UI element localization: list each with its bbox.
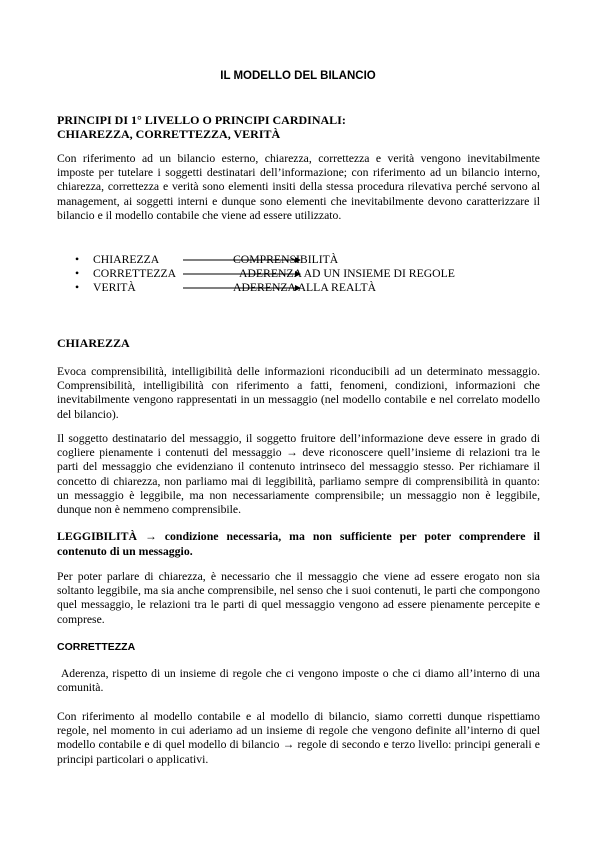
chiarezza-paragraph-1: Evoca comprensibilità, intelligibilità delle informazioni riconducibili ad un determinato messaggio. Comprensibilità, intelligibilità con riferimento a fatti, fenomeni, condizioni, informazioni che inevitabilmente vengono rappresentati in un messaggio (nel modello contabile e nel correlato modello del bilancio).: [57, 365, 540, 421]
intro-paragraph: Con riferimento ad un bilancio esterno, chiarezza, correttezza e verità vengono inevitabilmente imposte per tutelare i soggetti destinatari dell’informazione; con riferimento ad un bilancio interno, chiarezza, correttezza e verità sono elementi insiti della stessa procedura rilevativa perché servono al management, ai soggetti interni e dunque sono elementi che inevitabilmente devono caratterizzare il bilancio e il modello contabile che viene ad essere utilizzato.: [57, 152, 540, 222]
heading-correttezza: CORRETTEZZA: [57, 641, 136, 653]
list-meaning: ADERENZA AD UN INSIEME DI REGOLE: [239, 267, 455, 280]
chiarezza-paragraph-4: Per poter parlare di chiarezza, è necessario che il messaggio che viene ad essere erogato non sia soltanto leggibile, ma sia anche comprensibile, nel senso che i suoi contenuti, le parti che compongono quel messaggio, le relazioni tra le parti di quel messaggio vengono ad essere pienamente percepite e comprese.: [57, 570, 540, 626]
heading-line-1: PRINCIPI DI 1° LIVELLO O PRINCIPI CARDINALI:: [57, 113, 346, 127]
document-title: IL MODELLO DEL BILANCIO: [220, 70, 376, 82]
list-item: [75, 253, 545, 267]
list-item: [75, 281, 545, 295]
bullet: •: [75, 253, 80, 266]
heading-chiarezza: CHIAREZZA: [57, 336, 130, 350]
bullet: •: [75, 281, 80, 294]
correttezza-paragraph-1: Aderenza, rispetto di un insieme di regole che ci vengono imposte o che ci diamo all’interno di una comunità.: [57, 667, 543, 695]
list-term: CORRETTEZZA: [93, 267, 177, 280]
heading-line-2: CHIAREZZA, CORRETTEZZA, VERITÀ: [57, 127, 281, 141]
list-item: [75, 267, 545, 281]
principles-list: [75, 253, 545, 295]
bullet: •: [75, 267, 80, 280]
leggibilita-paragraph: LEGGIBILITÀ → condizione necessaria, ma non sufficiente per poter comprendere il contenuto di un messaggio.: [57, 529, 540, 558]
section-heading-principi: [57, 113, 346, 141]
list-meaning: ADERENZA ALLA REALTÀ: [233, 281, 377, 294]
chiarezza-paragraph-2: Il soggetto destinatario del messaggio, il soggetto fruitore dell’informazione deve essere in grado di cogliere pienamente i contenuti del messaggio → deve riconoscere quell’insieme di relazioni tra le parti del messaggio che evidenziano il contenuto intrinseco del messaggio stesso. Per richiamare il concetto di chiarezza, non parliamo mai di leggibilità, parliamo sempre di comprensibilità in quanto: un messaggio è leggibile, ma non necessariamente comprensibile; un messaggio non è leggibile, dunque non è nemmeno comprensibile.: [57, 432, 540, 517]
list-term: VERITÀ: [93, 281, 136, 294]
list-meaning: COMPRENSIBILITÀ: [233, 253, 339, 266]
correttezza-paragraph-2: Con riferimento al modello contabile e al modello di bilancio, siamo corretti dunque rispettiamo regole, nel momento in cui aderiamo ad un insieme di regole che vengono definite all’interno di quel modello contabile e di quel modello di bilancio → regole di secondo e terzo livello: principi generali e principi particolari o applicativi.: [57, 710, 540, 766]
list-term: CHIAREZZA: [93, 253, 160, 266]
